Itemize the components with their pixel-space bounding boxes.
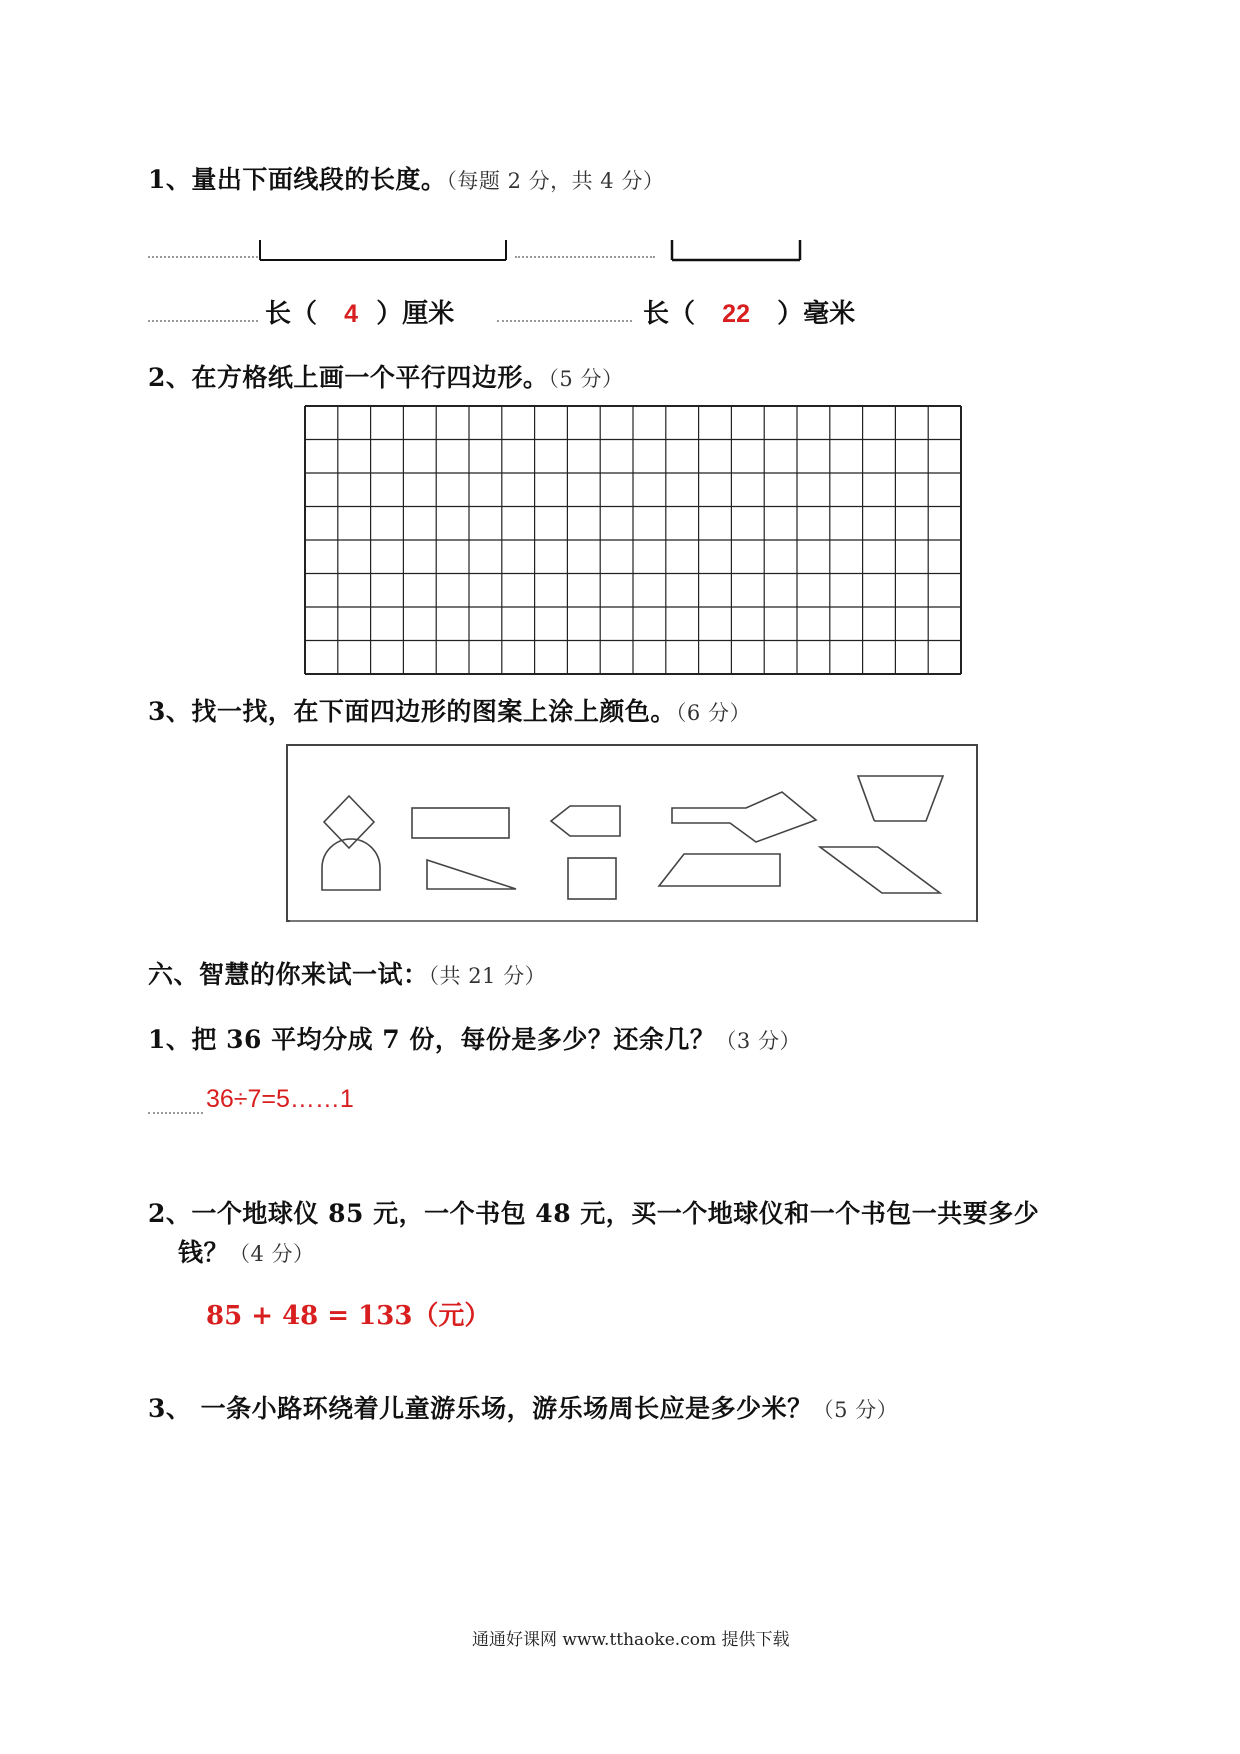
s6-q3-points: （5 分）	[812, 1398, 899, 1422]
s6-q3-title-text: 3、 一条小路环绕着儿童游乐场，游乐场周长应是多少米？	[148, 1394, 813, 1423]
s6-q1-title	[148, 1020, 801, 1056]
q1-answer-b	[643, 293, 855, 330]
shape-right-triangle[interactable]	[427, 860, 516, 889]
q1-answer-b-prefix: 长（	[643, 299, 696, 329]
q2-graph-paper-grid[interactable]	[305, 406, 961, 674]
q3-points: （6 分）	[675, 701, 751, 725]
shape-rectangle[interactable]	[412, 808, 509, 838]
q1-dotted-guide-3	[148, 320, 258, 322]
q1-title	[148, 160, 664, 196]
q1-points: （每题 2 分，共 4 分）	[446, 169, 665, 193]
q1-dotted-guide-4	[497, 320, 632, 322]
q1-segment-b	[670, 236, 802, 266]
shape-pentagon-arrow[interactable]	[551, 806, 620, 836]
s6-q3-title	[148, 1389, 898, 1425]
q3-shapes-panel	[286, 744, 978, 924]
s6-q2-answer: 85 + 48 = 133（元）	[206, 1301, 491, 1331]
s6-q1-title-text: 1、把 36 平均分成 7 份，每份是多少？还余几？	[148, 1025, 716, 1054]
section6-heading-points: （共 21 分）	[428, 964, 547, 988]
q3-title	[148, 692, 751, 728]
s6-q2-title-line2	[178, 1233, 315, 1269]
s6-q1-dotted-guide	[148, 1112, 203, 1114]
s6-q1-answer: 36÷7=5……1	[206, 1085, 354, 1113]
q3-title-text: 3、找一找，在下面四边形的图案上涂上颜色。	[148, 697, 676, 726]
shape-flag-concave[interactable]	[672, 792, 816, 842]
shape-diamond[interactable]	[324, 796, 374, 848]
page-footer: 通通好课网 www.tthaoke.com 提供下载	[472, 1630, 790, 1650]
q1-dotted-guide-2	[515, 256, 655, 258]
s6-q2-title-line1: 2、一个地球仪 85 元，一个书包 48 元，买一个地球仪和一个书包一共要多少	[148, 1199, 1040, 1228]
shape-trapezoid[interactable]	[659, 854, 780, 886]
q1-dotted-guide-1	[148, 256, 258, 258]
q1-answer-b-suffix: ）毫米	[777, 299, 856, 329]
q1-answer-a-suffix: ）厘米	[376, 299, 455, 329]
q1-title-text: 1、量出下面线段的长度。	[148, 165, 447, 194]
s6-q2-title-line2-text: 钱？	[178, 1238, 230, 1267]
section6-heading-text: 六、智慧的你来试一试：	[148, 960, 429, 989]
q2-title	[148, 358, 623, 394]
q2-points: （5 分）	[548, 367, 624, 391]
shape-parallelogram-slanted[interactable]	[820, 847, 940, 893]
s6-q1-points: （3 分）	[715, 1029, 801, 1053]
q2-title-text: 2、在方格纸上画一个平行四边形。	[148, 363, 549, 392]
q1-answer-a	[265, 293, 454, 330]
q1-answer-b-value: 22	[722, 300, 750, 328]
section6-heading	[148, 955, 546, 991]
q1-segment-a	[258, 236, 508, 266]
shape-parallelogram-small[interactable]	[858, 776, 943, 821]
q1-answer-a-prefix: 长（	[265, 299, 318, 329]
shape-square[interactable]	[568, 858, 616, 899]
s6-q2-points: （4 分）	[229, 1242, 315, 1266]
q1-answer-a-value: 4	[344, 300, 359, 328]
